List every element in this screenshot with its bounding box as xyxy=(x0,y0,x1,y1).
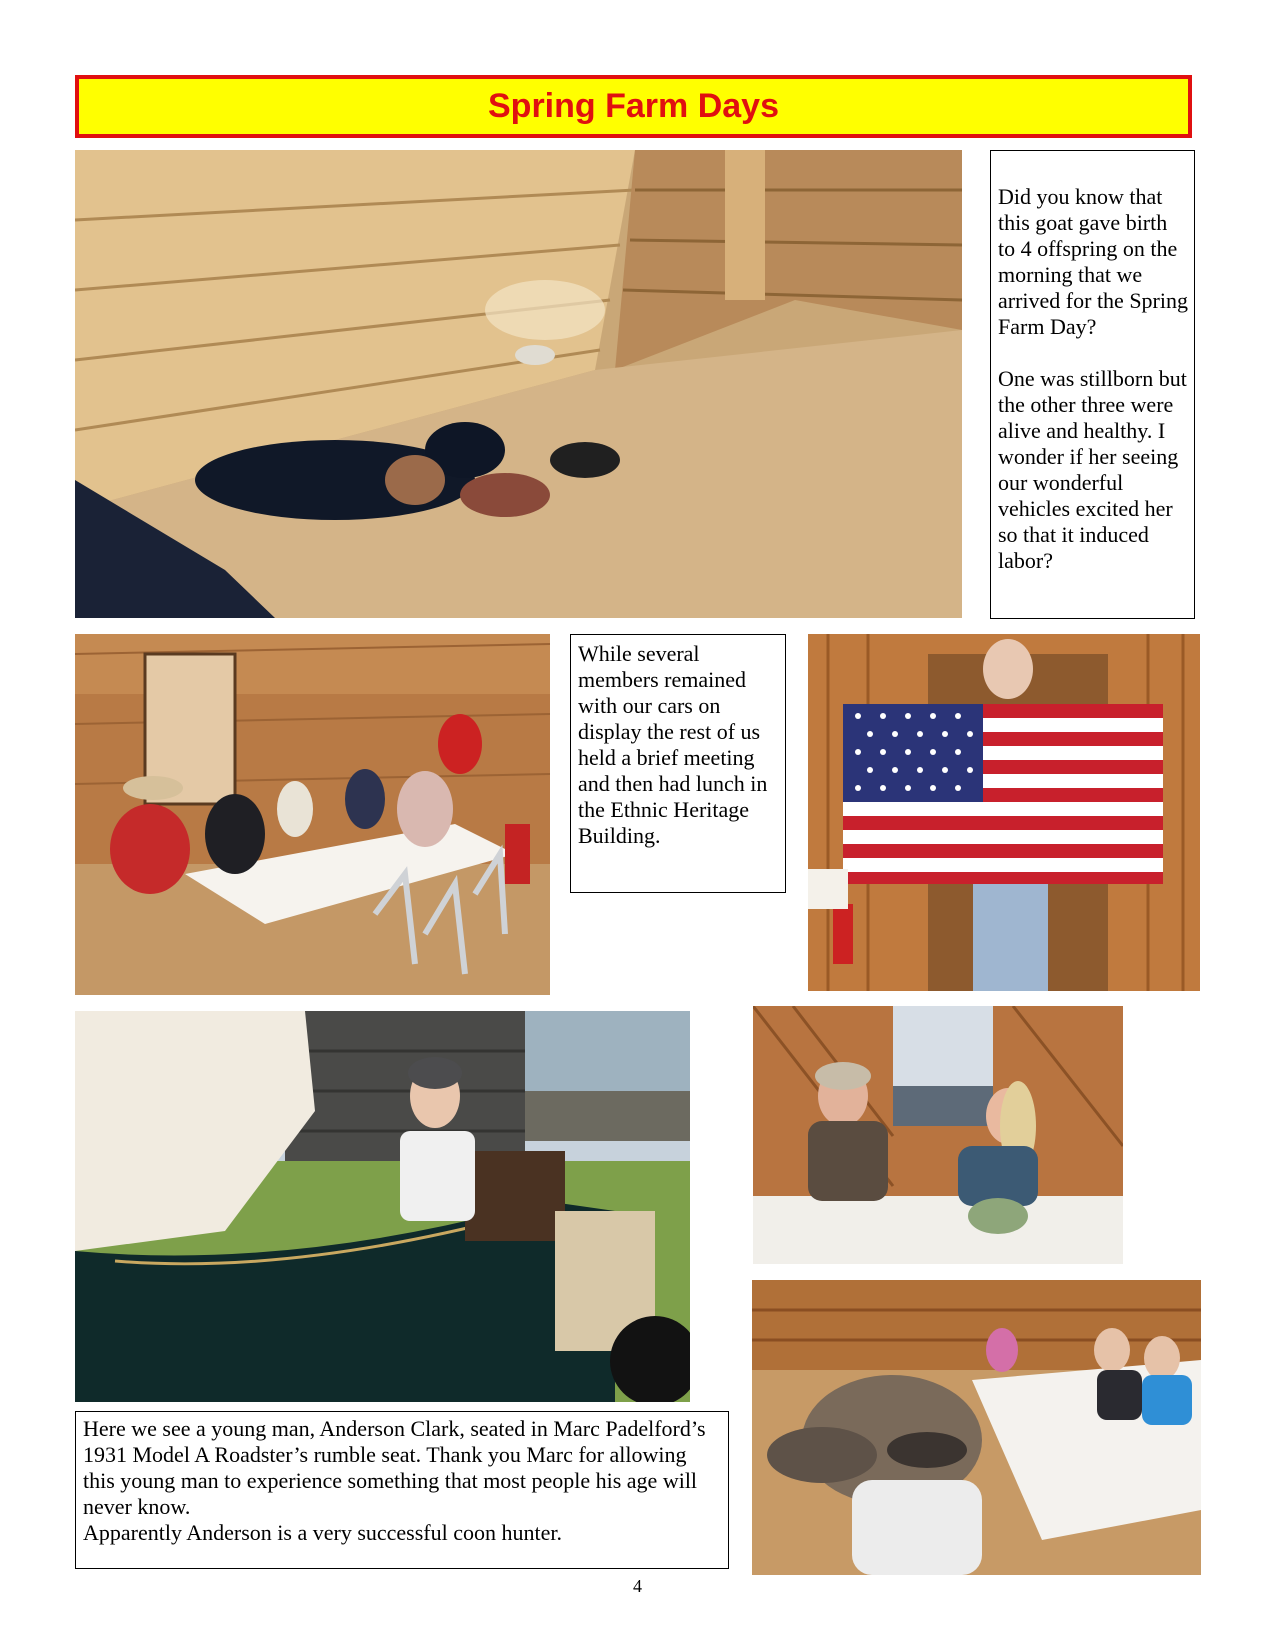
flag-photo xyxy=(808,634,1200,991)
roadster-caption-line-1: Here we see a young man, Anderson Clark, seated in Marc Padelford’s 1931 Model A Roadster’s rumble seat. Thank you Marc for allowing this young man to experience something that most people his age will never know. xyxy=(83,1416,706,1519)
page-title: Spring Farm Days xyxy=(488,87,779,125)
goat-caption-paragraph-2: One was stillborn but the other three were alive and healthy. I wonder if her seeing our wonderful vehicles excited her so that it induced labor? xyxy=(998,366,1187,573)
goat-caption-paragraph-1: Did you know that this goat gave birth to 4 offspring on the morning that we arrived for the Spring Farm Day? xyxy=(998,184,1188,339)
page-number: 4 xyxy=(633,1576,642,1596)
title-banner xyxy=(75,75,1192,138)
meeting-hall-photo xyxy=(75,634,550,995)
meeting-caption-text: While several members remained with our cars on display the rest of us held a brief meeting and then had lunch in the Ethnic Heritage Building. xyxy=(578,641,768,848)
goat-caption-box xyxy=(990,150,1195,619)
goat-pen-photo xyxy=(75,150,962,618)
meeting-caption-box xyxy=(570,634,786,893)
roadster-caption-box xyxy=(75,1411,729,1569)
coonskin-cap-photo xyxy=(752,1280,1201,1575)
roadster-photo xyxy=(75,1011,690,1402)
roadster-caption-line-2: Apparently Anderson is a very successful coon hunter. xyxy=(83,1520,562,1545)
couple-photo xyxy=(753,1006,1123,1264)
